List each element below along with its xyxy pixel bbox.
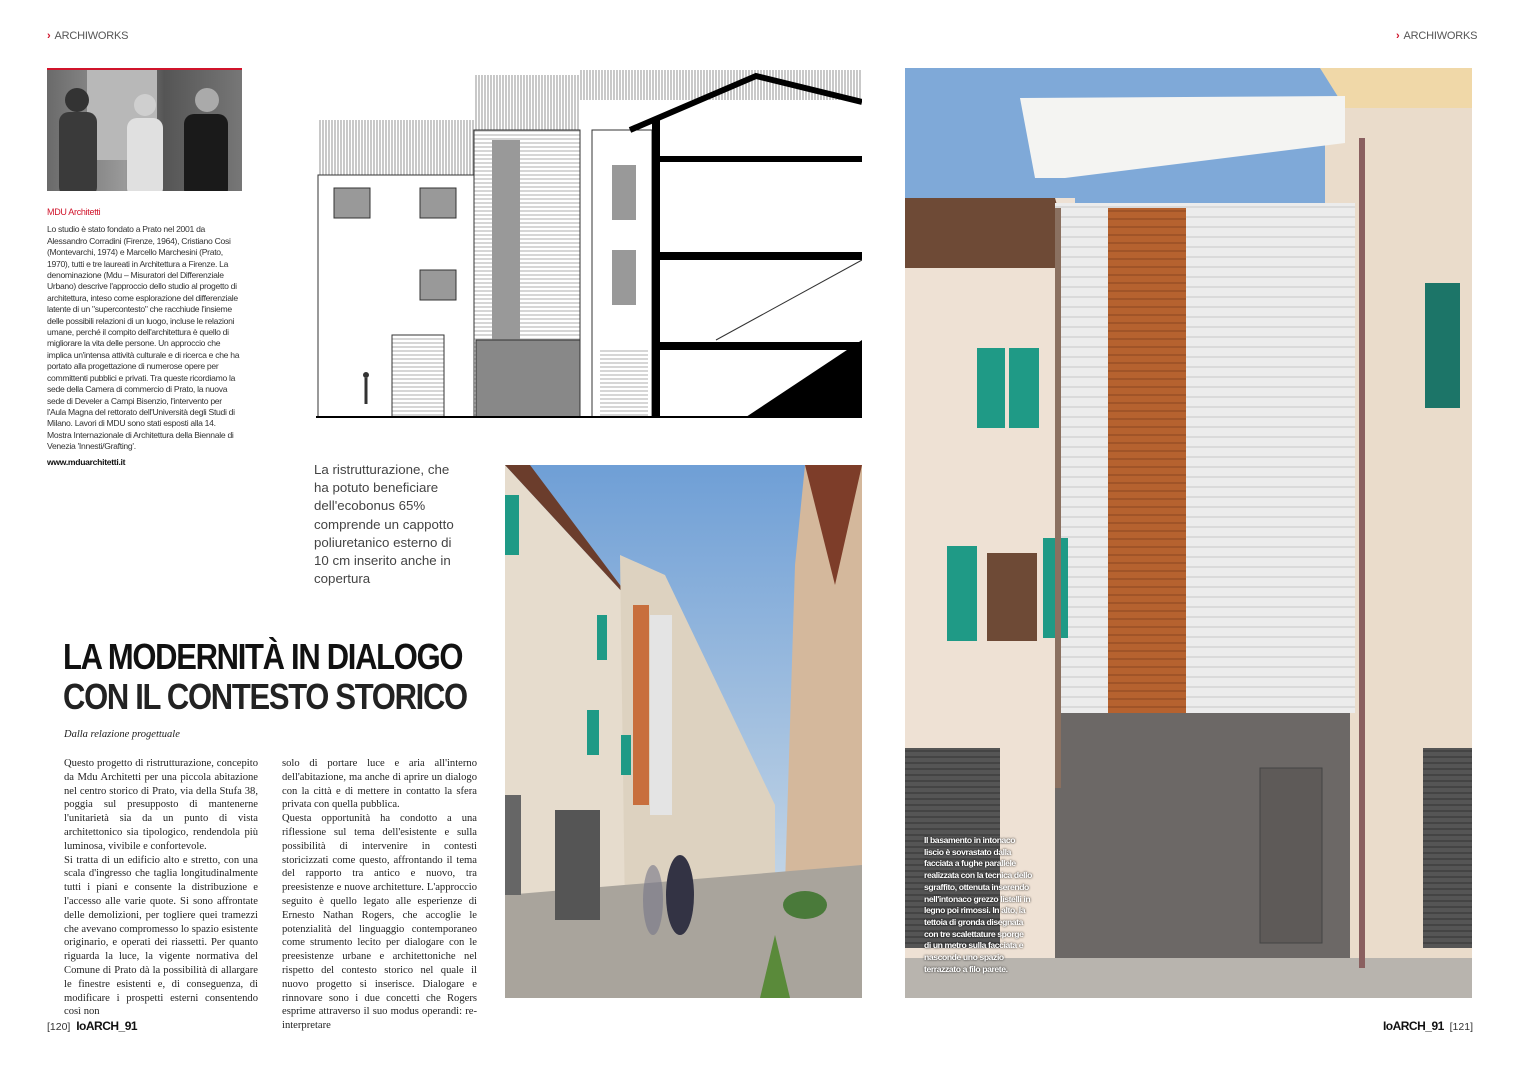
article-subtitle: Dalla relazione progettuale	[64, 729, 180, 740]
magazine-issue: IoARCH_91	[1382, 1019, 1444, 1033]
section-label-right: › ARCHIWORKS	[1396, 30, 1478, 42]
article-column-1	[64, 757, 258, 1019]
section-label-left: › ARCHIWORKS	[47, 30, 129, 42]
paragraph: Si tratta di un edificio alto e stretto, con una scala d'ingresso che taglia longitudinalmente tutti i piani e consente la distribuzione e l'accesso alle varie quote. Si sono affrontate delle demolizioni, per togliere quei tramezzi che avevano compromesso lo spazio esistente originario, e operati dei riassetti. Per quanto riguarda la luce, la vigente normativa del Comune di Prato dà la possibilità di allargare le finestre esistenti e, di conseguenza, di modificare i prospetti esterni consentendo così non	[64, 854, 258, 1018]
bio-url[interactable]: www.mduarchitetti.it	[47, 456, 126, 467]
bio-title: MDU Architetti	[47, 207, 101, 217]
architect-bio	[47, 207, 242, 468]
footer-right	[1383, 1019, 1473, 1033]
photo-caption: Il basamento in intonaco liscio è sovrastato dalla facciata a fughe parallele realizzata con la tecnica dello sgraffito, ottenuta inserendo nell'intonaco grezzo listelli in legno poi rimossi. In alto, la tettoia di gronda disegnata con tre scalettature sporge di un metro sulla facciata e nasconde uno spazio terrazzato a filo parete.	[924, 835, 1032, 974]
elevation-section-drawing	[316, 70, 862, 418]
paragraph: solo di portare luce e aria all'interno dell'abitazione, ma anche di aprire un dialogo con la città e di mettere in contatto la sfera privata con quella pubblica.	[282, 758, 477, 811]
team-photo	[47, 68, 242, 191]
paragraph: Questa opportunità ha condotto a una riflessione sul tema dell'esistente e sulla possibilità di intervenire in contesti storicizzati come questo, affrontando il tema del rapporto tra antico e nuovo, tra preesistenze e nuove architetture. L'approccio seguito è quello legato alle esperienze di Ernesto Nathan Rogers, che accoglie le potenzialità del linguaggio contemporaneo come strumento lecito per dialogare con le preesistenze urbane e architettoniche nel rispetto del contesto storico nel quale il nuovo progetto si inserisce. Dialogare e rinnovare sono i due concetti che Rogers esprime attraverso il suo modus operandi: re-interpretare	[282, 813, 477, 1032]
section-text: ARCHIWORKS	[54, 30, 129, 42]
footer-left	[47, 1019, 137, 1033]
paragraph: Questo progetto di ristrutturazione, concepito da Mdu Architetti per una piccola abitazione nel centro storico di Prato, via della Stufa 38, poggia sul presupposto di mantenerne l'unitarietà sia da un punto di vista architettonico sia tipologico, rendendola più luminosa, vivibile e confortevole.	[64, 758, 258, 852]
magazine-issue: IoARCH_91	[76, 1019, 138, 1033]
page-number: [120]	[47, 1021, 71, 1033]
pull-quote: La ristrutturazione, che ha potuto beneficiare dell'ecobonus 65% comprende un cappotto poliuretanico esterno di 10 cm inserito anche in copertura	[314, 462, 454, 587]
street-photo	[505, 465, 862, 998]
article-title-line2: CON IL CONTESTO STORICO	[63, 676, 467, 717]
page-number: [121]	[1449, 1021, 1473, 1033]
article-column-2	[282, 757, 477, 1033]
section-text: ARCHIWORKS	[1403, 30, 1478, 42]
bio-text: Lo studio è stato fondato a Prato nel 2001 da Alessandro Corradini (Firenze, 1964), Cristiano Cosi (Montevarchi, 1974) e Marcello Marchesini (Prato, 1970), tutti e tre laureati in Architettura a Firenze. La denominazione (Mdu – Misuratori del Differenziale Urbano) descrive l'approccio dello studio al progetto di architettura, inteso come esplorazione del differenziale latente di un "supercontesto" che racchiude l'insieme delle possibili relazioni di un luogo, incluse le relazioni umane, perché il compito dell'architettura è quello di migliorare la vita delle persone. Un approccio che implica un'intensa attività culturale e di ricerca e che ha portato alla progettazione di numerose opere per committenti pubblici e privati. Tra queste ricordiamo la sede della Camera di commercio di Prato, la nuova sede di Develer a Campi Bisenzio, l'intervento per l'Aula Magna del rettorato dell'Università degli Studi di Milano. Lavori di MDU sono stati esposti alla 14. Mostra Internazionale di Architettura della Biennale di Venezia 'Innesti/Grafting'.	[47, 224, 240, 452]
article-title: LA MODERNITÀ IN DIALOGO	[63, 636, 463, 677]
